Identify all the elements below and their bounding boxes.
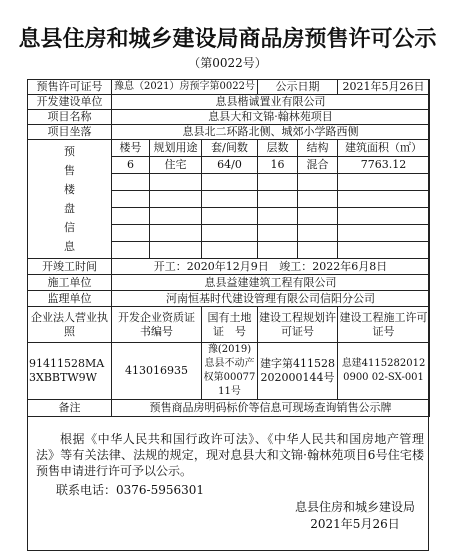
permit-table (27, 79, 430, 417)
signature-block (295, 499, 415, 533)
project-name-row (28, 110, 430, 125)
publish-date-label: 公示日期 (258, 80, 338, 95)
col-units: 套/间数 (202, 140, 258, 157)
permit-no-value: 豫息（2021）房预字第0022号 (112, 80, 258, 95)
qualification-value: 413016935 (112, 343, 202, 400)
contact-phone: 联系电话：0376-5956301 (56, 483, 205, 497)
business-license-value: 91411528MA3XBBTW9W (28, 343, 112, 400)
supervisor-label: 监理单位 (28, 291, 112, 307)
issue-date: 2021年5月26日 (310, 517, 400, 531)
presale-side-char: 息 (64, 240, 75, 253)
land-cert-header: 国有土地证 号 (202, 307, 258, 343)
supervisor-row (28, 291, 430, 307)
col-building: 楼号 (112, 140, 150, 157)
business-license-header: 企业法人营业执照 (28, 307, 112, 343)
project-location-label: 项目坐落 (28, 125, 112, 140)
use-cell: 住宅 (150, 157, 202, 174)
remarks-label: 备注 (28, 400, 112, 417)
floors-cell: 16 (258, 157, 298, 174)
presale-side-char: 楼 (64, 183, 75, 196)
presale-side-label (28, 140, 112, 259)
permit-row (28, 80, 430, 95)
page-title: 息县住房和城乡建设局商品房预售许可公示 (18, 27, 437, 52)
planning-permit-value: 建字第411528202000144号 (258, 343, 338, 400)
planning-permit-header: 建设工程规划许可证号 (258, 307, 338, 343)
presale-side-char: 售 (64, 164, 75, 177)
notice-text: 根据《中华人民共和国行政许可法》、《中华人民共和国房地产管理法》等有关法律、法规的规定，现对息县大和文锦·翰林苑项目6号住宅楼预售申请进行许可予以公示。 (36, 432, 424, 478)
supervisor-value: 河南恒基时代建设管理有限公司信阳分公司 (112, 291, 430, 307)
project-location-row (28, 125, 430, 140)
remarks-row (28, 400, 430, 417)
schedule-value: 开工：2020年12月9日 竣工：2022年6月8日 (112, 259, 430, 275)
remarks-value: 预售商品房明码标价等信息可现场查询销售公示牌 (112, 400, 430, 417)
license-value-row (28, 343, 430, 400)
presale-header-row (28, 140, 430, 157)
permit-number-subtitle: （第0022号） (188, 56, 267, 70)
construction-permit-header: 建设工程施工许可证号 (338, 307, 430, 343)
developer-row (28, 95, 430, 110)
project-location-value: 息县北二环路北侧、城郊小学路西侧 (112, 125, 430, 140)
construction-permit-value: 息建41152820120900 02-SX-001 (338, 343, 430, 400)
units-cell: 64/0 (202, 157, 258, 174)
col-floors: 层数 (258, 140, 298, 157)
col-area: 建筑面积（㎡） (338, 140, 430, 157)
land-cert-value: 豫(2019)息县不动产权第0007711号 (202, 343, 258, 400)
developer-value: 息县楷诚置业有限公司 (112, 95, 430, 110)
structure-cell: 混合 (298, 157, 338, 174)
presale-side-char: 盘 (64, 202, 75, 215)
schedule-row (28, 259, 430, 275)
contractor-row (28, 275, 430, 291)
col-structure: 结构 (298, 140, 338, 157)
area-cell: 7763.12 (338, 157, 430, 174)
issuer-name: 息县住房和城乡建设局 (294, 500, 415, 514)
building-cell: 6 (112, 157, 150, 174)
presale-side-char: 信 (64, 221, 75, 234)
col-use: 规划用途 (150, 140, 202, 157)
contractor-label: 施工单位 (28, 275, 112, 291)
contractor-value: 息县益建建筑工程有限公司 (112, 275, 430, 291)
license-header-row (28, 307, 430, 343)
publish-date-value: 2021年5月26日 (338, 80, 430, 95)
project-name-label: 项目名称 (28, 110, 112, 125)
presale-side-char: 预 (64, 145, 75, 158)
schedule-label: 开竣工时间 (28, 259, 112, 275)
permit-no-label: 预售许可证号 (28, 80, 112, 95)
qualification-header: 开发企业资质证书编号 (112, 307, 202, 343)
project-name-value: 息县大和文锦·翰林苑项目 (112, 110, 430, 125)
developer-label: 开发建设单位 (28, 95, 112, 110)
